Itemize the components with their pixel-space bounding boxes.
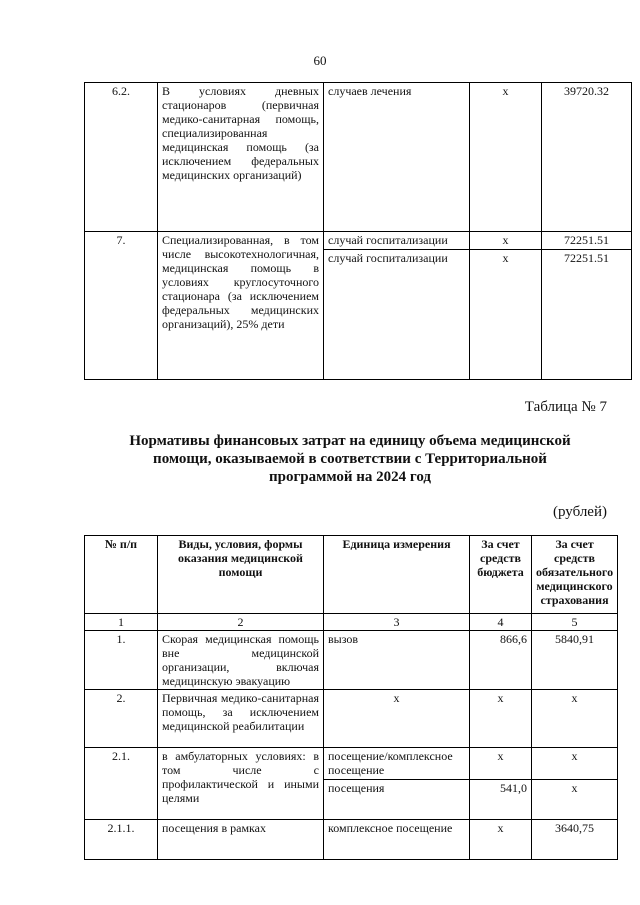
row-unit: посещение/комплексное посещение	[328, 749, 453, 777]
header-budget: За счет средств бюджета	[470, 536, 532, 614]
row-unit: х	[324, 690, 470, 748]
row-name: в амбулаторных условиях: в том числе с профилактической и иными целями	[158, 748, 324, 820]
table-row	[85, 83, 632, 232]
table-row	[85, 631, 618, 690]
table-label: Таблица № 7	[524, 399, 607, 415]
row-unit-cell	[324, 748, 470, 820]
row-unit-secondary: случай госпитализации	[324, 249, 469, 265]
page-title: Нормативы финансовых затрат на единицу объема медицинской помощи, оказываемой в соответствии с Территориальной программой на 2024 год	[129, 433, 571, 485]
row-oms: х	[532, 690, 618, 748]
row-oms: 5840,91	[532, 631, 618, 690]
row-number: 6.2.	[85, 83, 158, 232]
table-row	[85, 820, 618, 860]
header-num: № п/п	[85, 536, 158, 614]
row-budget-cell	[470, 232, 542, 380]
row-oms-secondary: х	[532, 779, 617, 795]
row-number: 2.1.1.	[85, 820, 158, 860]
column-number: 1	[85, 614, 158, 631]
row-budget: х	[502, 233, 509, 247]
row-number: 2.1.	[85, 748, 158, 820]
main-table	[84, 535, 618, 860]
row-oms-cell	[542, 232, 632, 380]
column-number: 2	[158, 614, 324, 631]
row-oms: 72251.51	[564, 233, 609, 247]
top-table	[84, 82, 632, 380]
row-number: 2.	[85, 690, 158, 748]
row-oms: 39720.32	[542, 83, 632, 232]
row-budget: х	[470, 820, 532, 860]
row-oms-cell	[532, 748, 618, 820]
column-number: 4	[470, 614, 532, 631]
page-number: 60	[313, 53, 327, 68]
column-number: 5	[532, 614, 618, 631]
row-oms: х	[571, 749, 578, 763]
row-budget-secondary: 541,0	[470, 779, 531, 795]
row-budget: х	[470, 83, 542, 232]
row-name: В условиях дневных стационаров (первичная медико-санитарная помощь, специализированная медицинская помощь (за исключением федеральных медицинских организаций)	[158, 83, 324, 232]
row-number: 7.	[85, 232, 158, 380]
row-budget-cell	[470, 748, 532, 820]
table-row	[85, 690, 618, 748]
row-budget-secondary: х	[470, 249, 541, 265]
column-number: 3	[324, 614, 470, 631]
table-header-row	[85, 536, 618, 614]
row-name: Специализированная, в том числе высокотехнологичная, медицинская помощь в условиях круглосуточного стационара (за исключением федеральных медицинских организаций), 25% дети	[158, 232, 324, 380]
row-budget: х	[497, 749, 504, 763]
header-unit: Единица измерения	[324, 536, 470, 614]
row-number: 1.	[85, 631, 158, 690]
row-name: Скорая медицинская помощь вне медицинской организации, включая медицинскую эвакуацию	[158, 631, 324, 690]
row-budget: х	[470, 690, 532, 748]
header-name: Виды, условия, формы оказания медицинской помощи	[158, 536, 324, 614]
table-row	[85, 748, 618, 820]
unit-note: (рублей)	[552, 504, 607, 520]
row-unit: комплексное посещение	[324, 820, 470, 860]
row-name: посещения в рамках	[158, 820, 324, 860]
row-oms: 3640,75	[532, 820, 618, 860]
row-name: Первичная медико-санитарная помощь, за исключением медицинской реабилитации	[158, 690, 324, 748]
header-oms: За счет средств обязательного медицинского страхования	[532, 536, 618, 614]
column-number-row	[85, 614, 618, 631]
row-unit-secondary: посещения	[324, 779, 469, 795]
row-unit-cell	[324, 232, 470, 380]
row-unit: случаев лечения	[324, 83, 470, 232]
row-oms-secondary: 72251.51	[542, 249, 631, 265]
table-row	[85, 232, 632, 380]
row-budget: 866,6	[470, 631, 532, 690]
row-unit: случай госпитализации	[328, 233, 448, 247]
row-unit: вызов	[324, 631, 470, 690]
